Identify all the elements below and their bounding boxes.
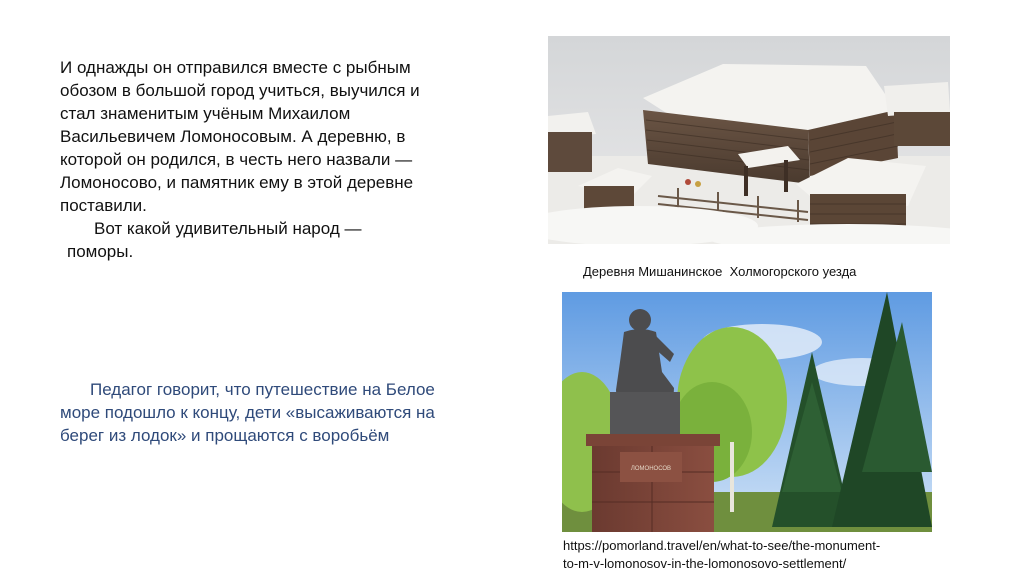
story-line: И однажды он отправился вместе с рыбным (60, 58, 411, 77)
source-url[interactable] (563, 537, 963, 573)
note-line: Педагог говорит, что путешествие на Белое (90, 380, 435, 399)
note-line: берег из лодок» и прощаются с воробьём (60, 426, 390, 445)
village-photo (548, 36, 950, 244)
story-line: стал знаменитым учёным Михаилом (60, 104, 351, 123)
story-line: Вот какой удивительный народ — (94, 219, 362, 238)
story-line: Васильевичем Ломоносовым. А деревню, в (60, 127, 406, 146)
monument-photo (562, 292, 932, 532)
note-line: море подошло к концу, дети «высаживаются на (60, 403, 435, 422)
teacher-note (60, 378, 480, 447)
story-line: которой он родился, в честь него назвали — (60, 150, 413, 169)
story-line: поморы. (67, 242, 134, 261)
url-line[interactable]: to-m-v-lomonosov-in-the-lomonosovo-settlement/ (563, 556, 847, 571)
village-caption: Деревня Мишанинское Холмогорского уезда (583, 264, 857, 279)
url-line[interactable]: https://pomorland.travel/en/what-to-see/the-monument- (563, 538, 881, 553)
story-paragraph (60, 56, 480, 263)
monument-plaque: ЛОМОНОСОВ (630, 466, 672, 472)
story-line: поставили. (60, 196, 147, 215)
story-line: обозом в большой город учиться, выучился и (60, 81, 420, 100)
story-line: Ломоносово, и памятник ему в этой деревне (60, 173, 414, 192)
